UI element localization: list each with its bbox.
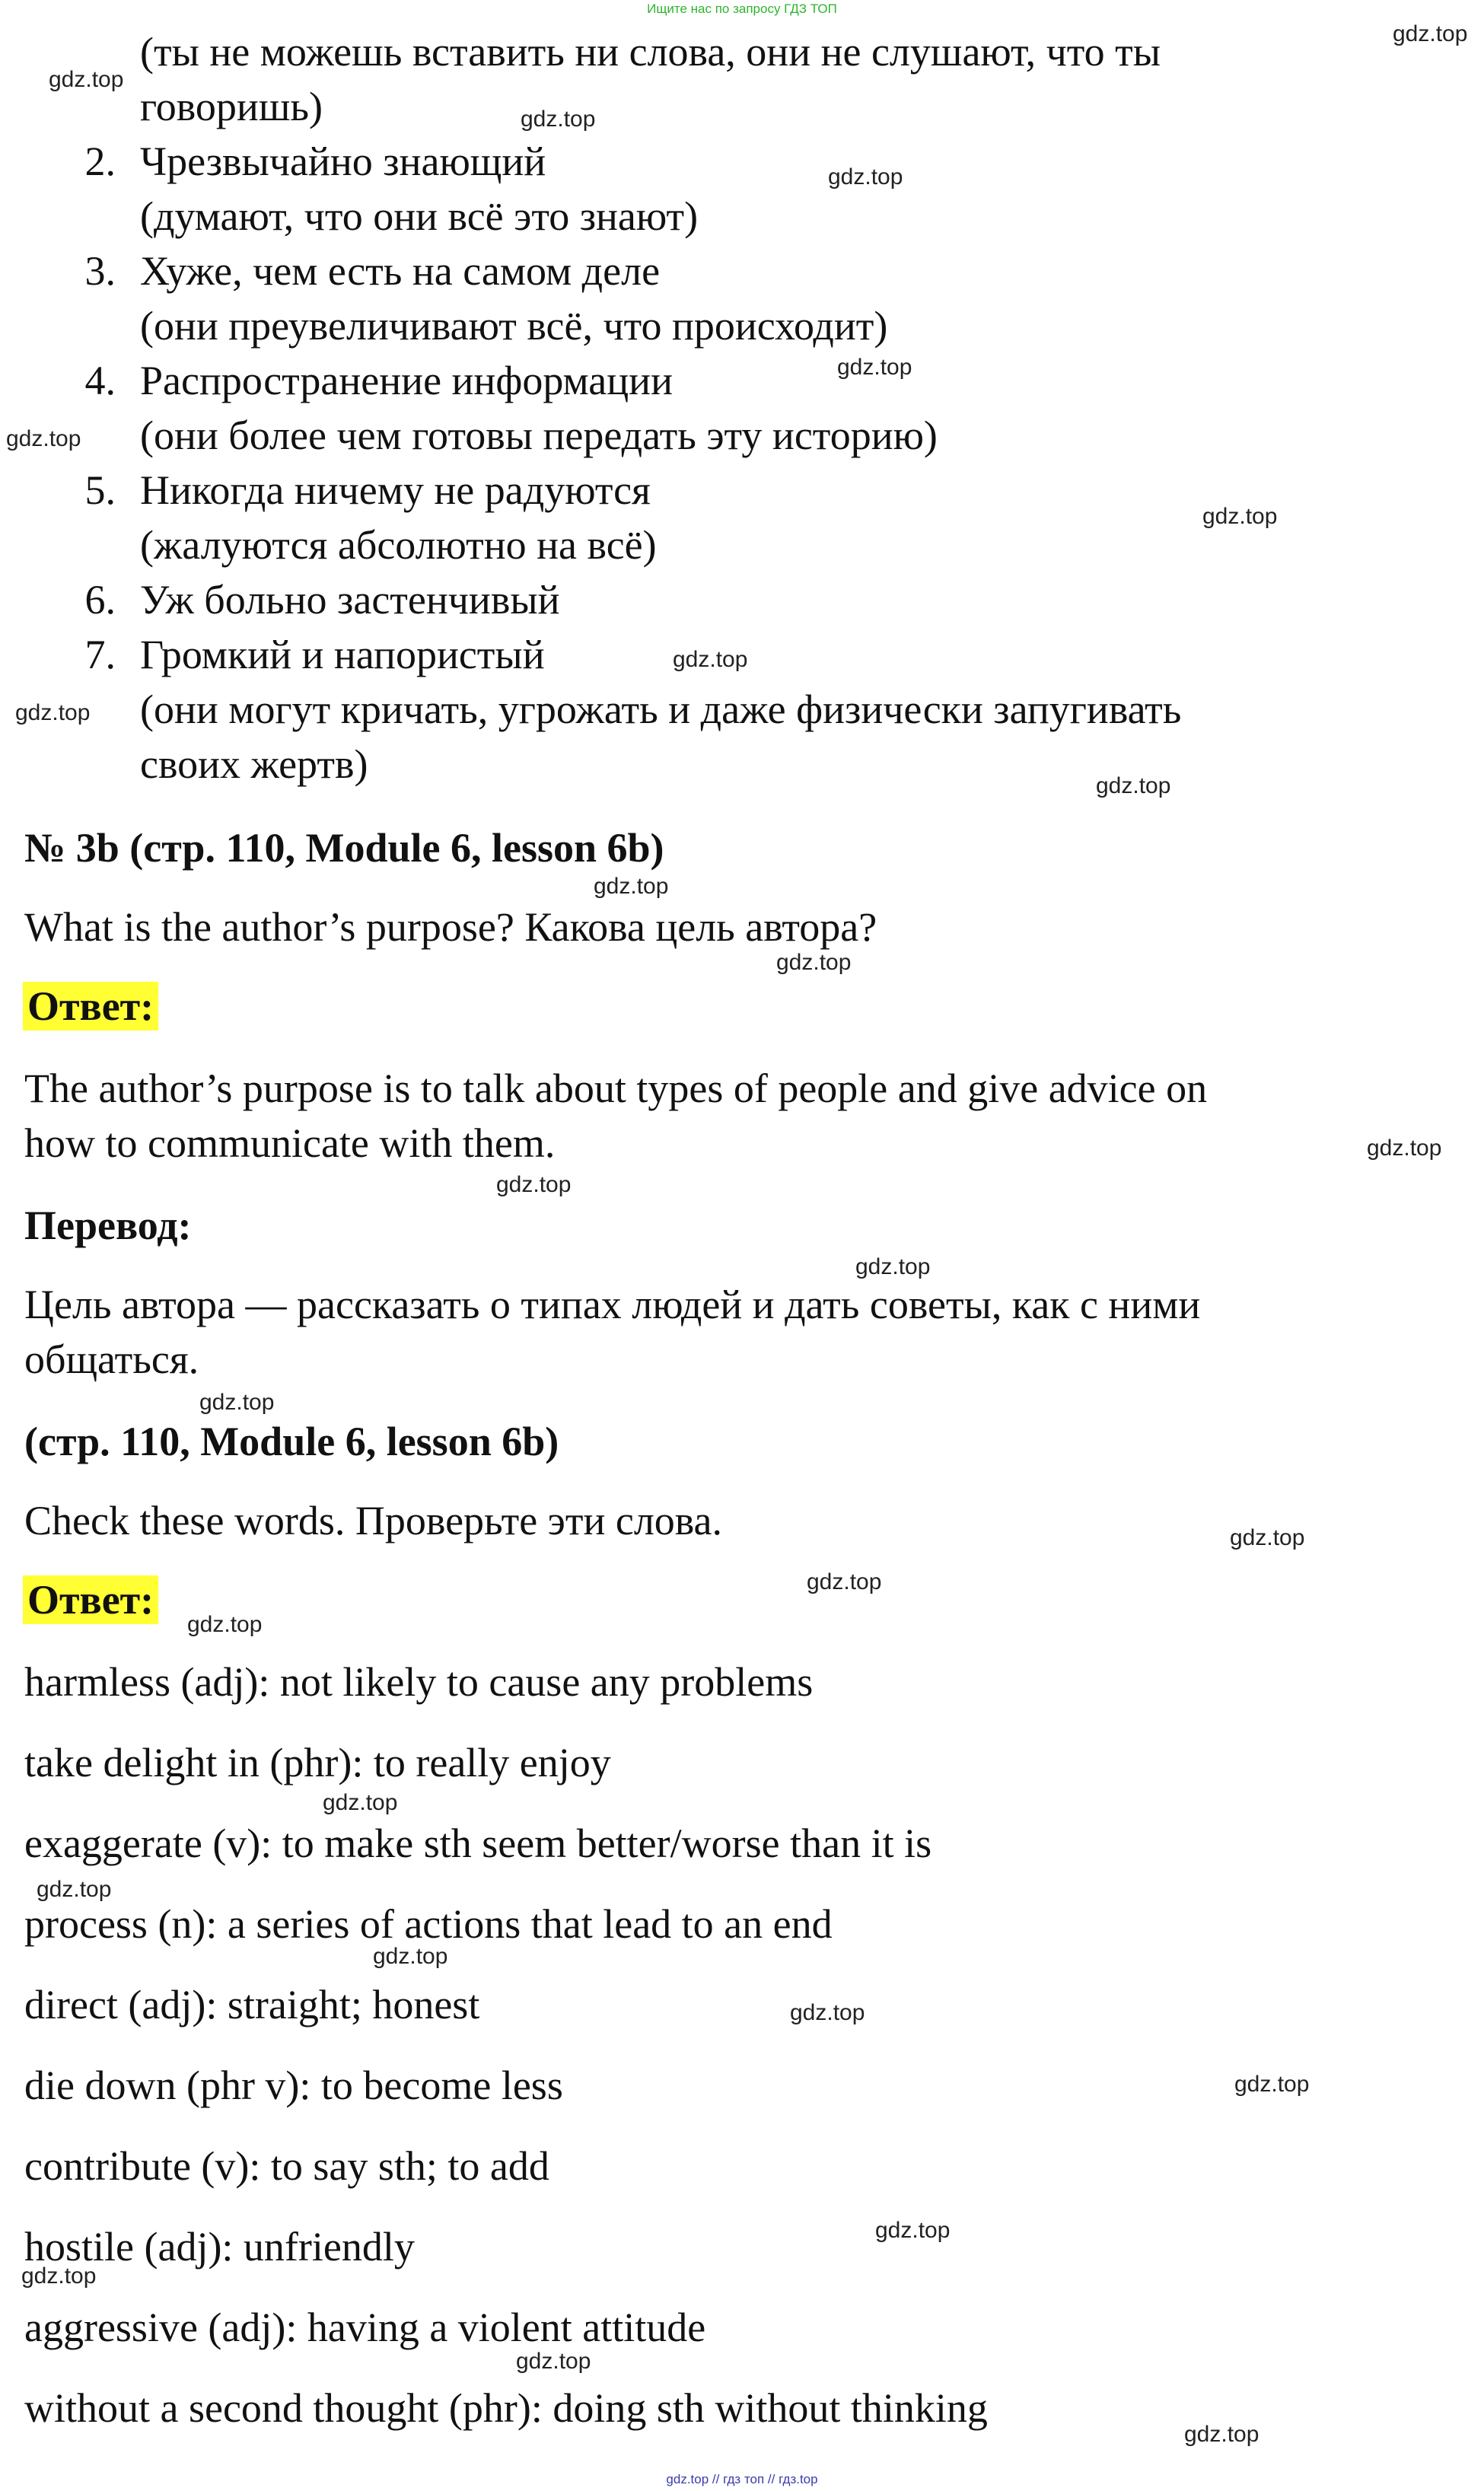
intro-line: говоришь): [140, 84, 323, 129]
word-definition: direct (adj): straight; honest: [24, 1982, 480, 2028]
watermark: gdz.top: [807, 1569, 882, 1594]
answer-text: The author’s purpose is to talk about types of people and give advice on: [24, 1066, 1208, 1111]
word-definition: die down (phr v): to become less: [24, 2063, 563, 2108]
watermark: gdz.top: [187, 1612, 263, 1637]
list-item: Громкий и напористый: [140, 632, 545, 677]
watermark: gdz.top: [1202, 504, 1278, 529]
list-number: 2.: [84, 139, 116, 184]
watermark: gdz.top: [521, 107, 596, 132]
word-definition: exaggerate (v): to make sth seem better/worse than it is: [24, 1820, 932, 1866]
word-definition: hostile (adj): unfriendly: [24, 2224, 415, 2270]
search-banner[interactable]: Ищите нас по запросу ГДЗ ТОП: [647, 2, 837, 16]
watermark: gdz.top: [1096, 773, 1171, 798]
footer-links[interactable]: gdz.top // гдз топ // гдз.top: [666, 2472, 818, 2486]
watermark: gdz.top: [1367, 1136, 1442, 1161]
word-definition: process (n): a series of actions that lead to an end: [24, 1901, 833, 1947]
watermark: gdz.top: [1234, 2072, 1310, 2097]
translation-text: Цель автора — рассказать о типах людей и дать советы, как с ними: [24, 1282, 1201, 1327]
word-definition: harmless (adj): not likely to cause any problems: [24, 1659, 814, 1705]
list-item: Уж больно застенчивый: [140, 577, 560, 623]
watermark: gdz.top: [1230, 1525, 1305, 1550]
watermark: gdz.top: [1184, 2422, 1259, 2447]
watermark: gdz.top: [1393, 21, 1468, 46]
task-heading: № 3b (стр. 110, Module 6, lesson 6b): [24, 825, 664, 871]
list-item: Распространение информации: [140, 358, 673, 403]
watermark: gdz.top: [323, 1790, 398, 1815]
list-number: 5.: [84, 467, 116, 513]
list-item-note: своих жертв): [140, 741, 368, 787]
watermark: gdz.top: [199, 1390, 275, 1415]
watermark: gdz.top: [21, 2263, 97, 2289]
watermark: gdz.top: [776, 950, 852, 975]
list-number: 4.: [84, 358, 116, 403]
watermark: gdz.top: [855, 1254, 931, 1279]
list-item: Хуже, чем есть на самом деле: [140, 248, 661, 294]
watermark: gdz.top: [6, 426, 81, 451]
list-item: Никогда ничему не радуются: [140, 467, 651, 513]
task-question: What is the author’s purpose? Какова цель автора?: [24, 904, 877, 950]
list-item-note: (они могут кричать, угрожать и даже физически запугивать: [140, 686, 1182, 732]
word-definition: without a second thought (phr): doing sth without thinking: [24, 2385, 988, 2431]
watermark: gdz.top: [373, 1944, 448, 1969]
list-item-note: (думают, что они всё это знают): [140, 193, 699, 239]
list-number: 7.: [84, 632, 116, 677]
word-definition: contribute (v): to say sth; to add: [24, 2143, 549, 2189]
list-item-note: (они преувеличивают всё, что происходит): [140, 303, 888, 349]
list-item-note: (они более чем готовы передать эту историю): [140, 413, 938, 458]
translation-label: Перевод:: [24, 1202, 192, 1248]
watermark: gdz.top: [15, 700, 91, 725]
answer-label: Ответ:: [23, 1575, 158, 1624]
watermark: gdz.top: [673, 647, 748, 672]
word-definition: take delight in (phr): to really enjoy: [24, 1740, 611, 1785]
watermark: gdz.top: [837, 355, 912, 380]
watermark: gdz.top: [828, 164, 903, 190]
watermark: gdz.top: [49, 67, 124, 92]
list-number: 3.: [84, 248, 116, 294]
list-item-note: (жалуются абсолютно на всё): [140, 522, 657, 568]
watermark: gdz.top: [496, 1172, 572, 1197]
watermark: gdz.top: [516, 2349, 591, 2374]
list-item: Чрезвычайно знающий: [140, 139, 546, 184]
watermark: gdz.top: [594, 874, 669, 899]
watermark: gdz.top: [37, 1877, 112, 1902]
task-heading: (стр. 110, Module 6, lesson 6b): [24, 1419, 559, 1464]
answer-text: how to communicate with them.: [24, 1120, 556, 1166]
task-instruction: Check these words. Проверьте эти слова.: [24, 1498, 723, 1543]
watermark: gdz.top: [875, 2218, 951, 2243]
translation-text: общаться.: [24, 1336, 199, 1382]
intro-line: (ты не можешь вставить ни слова, они не слушают, что ты: [140, 29, 1161, 75]
word-definition: aggressive (adj): having a violent attitude: [24, 2305, 706, 2350]
answer-label: Ответ:: [23, 982, 158, 1030]
watermark: gdz.top: [790, 2000, 865, 2025]
list-number: 6.: [84, 577, 116, 623]
